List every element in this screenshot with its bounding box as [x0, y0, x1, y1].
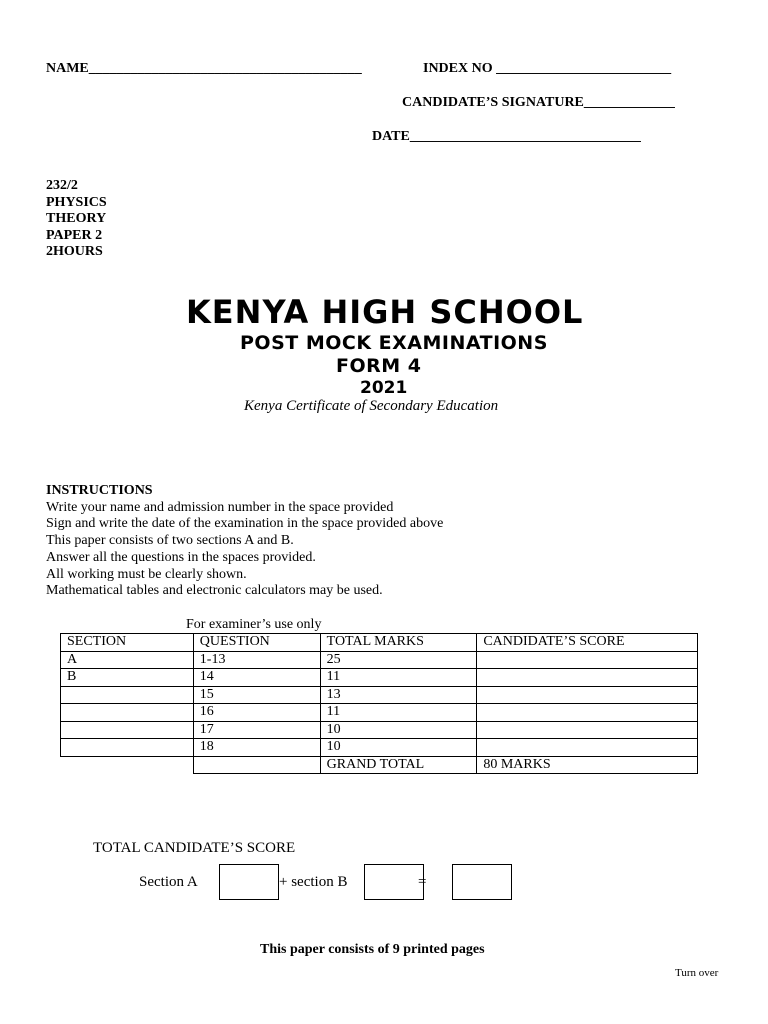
instruction-item: Sign and write the date of the examination in the space provided above [46, 516, 444, 532]
table-row [61, 704, 698, 722]
table-cell [61, 686, 194, 704]
certificate-title: Kenya Certificate of Secondary Education [244, 398, 499, 414]
turn-over-note: Turn over [675, 967, 719, 979]
paper-type: THEORY [46, 211, 107, 226]
year-title: 2021 [360, 378, 408, 398]
score-cell[interactable] [477, 651, 698, 669]
table-cell: 1-13 [193, 651, 320, 669]
form-title: FORM 4 [336, 355, 422, 377]
table-row [61, 686, 698, 704]
table-cell: 14 [193, 669, 320, 687]
header-cell: QUESTION [193, 634, 320, 652]
paper-code: 232/2 [46, 178, 78, 193]
instructions-heading: INSTRUCTIONS [46, 483, 153, 498]
table-cell: 16 [193, 704, 320, 722]
table-caption: For examiner’s use only [186, 617, 322, 632]
instruction-item: Write your name and admission number in the space provided [46, 499, 394, 515]
instruction-item: Answer all the questions in the spaces provided. [46, 549, 316, 565]
section-a-score-box[interactable] [219, 864, 279, 900]
score-cell[interactable] [477, 721, 698, 739]
grand-total-label: GRAND TOTAL [320, 756, 477, 774]
table-row [61, 669, 698, 687]
table-cell: 10 [320, 721, 477, 739]
score-cell[interactable] [477, 739, 698, 757]
instructions [46, 483, 443, 600]
score-cell[interactable] [477, 704, 698, 722]
table-cell: 17 [193, 721, 320, 739]
table-header-row [61, 634, 698, 652]
instruction-item: This paper consists of two sections A and B. [46, 533, 294, 549]
school-title: KENYA HIGH SCHOOL [186, 293, 584, 331]
section-a-label: Section A [139, 874, 198, 890]
index-number-field: INDEX NO _________________________ [423, 61, 672, 76]
header-cell: SECTION [61, 634, 194, 652]
date-field: DATE_________________________________ [372, 129, 641, 144]
paper-info [46, 178, 107, 261]
table-cell: 13 [320, 686, 477, 704]
total-score-box[interactable] [452, 864, 512, 900]
table-cell [61, 704, 194, 722]
section-b-label: + section B [279, 874, 348, 890]
table-cell: 11 [320, 669, 477, 687]
table-cell: A [61, 651, 194, 669]
grand-total-value: 80 MARKS [477, 756, 698, 774]
section-b-score-box[interactable] [364, 864, 427, 900]
table-cell: 11 [320, 704, 477, 722]
table-cell: 15 [193, 686, 320, 704]
score-cell[interactable] [477, 669, 698, 687]
table-cell [193, 756, 320, 774]
name-field: NAME_______________________________________ [46, 61, 362, 76]
equals-sign: = [418, 874, 427, 890]
table-cell [61, 739, 194, 757]
paper-duration: 2HOURS [46, 244, 103, 259]
signature-field: CANDIDATE’S SIGNATURE_____________ [402, 95, 675, 110]
score-cell[interactable] [477, 686, 698, 704]
paper-subject: PHYSICS [46, 194, 107, 210]
table-row [61, 739, 698, 757]
table-cell: 18 [193, 739, 320, 757]
header-cell: TOTAL MARKS [320, 634, 477, 652]
exam-title: POST MOCK EXAMINATIONS [240, 332, 548, 354]
instruction-item: All working must be clearly shown. [46, 566, 247, 582]
table-cell: B [61, 669, 194, 687]
pages-note: This paper consists of 9 printed pages [260, 942, 485, 957]
table-cell: 10 [320, 739, 477, 757]
table-row [61, 721, 698, 739]
paper-number: PAPER 2 [46, 227, 103, 243]
total-score-heading: TOTAL CANDIDATE’S SCORE [93, 840, 296, 856]
header-cell: CANDIDATE’S SCORE [477, 634, 698, 652]
blank-cell [61, 756, 194, 774]
table-row [61, 651, 698, 669]
instruction-item: Mathematical tables and electronic calculators may be used. [46, 583, 383, 599]
examiner-table [60, 633, 698, 774]
table-cell [61, 721, 194, 739]
grand-total-row [61, 756, 698, 774]
table-cell: 25 [320, 651, 477, 669]
